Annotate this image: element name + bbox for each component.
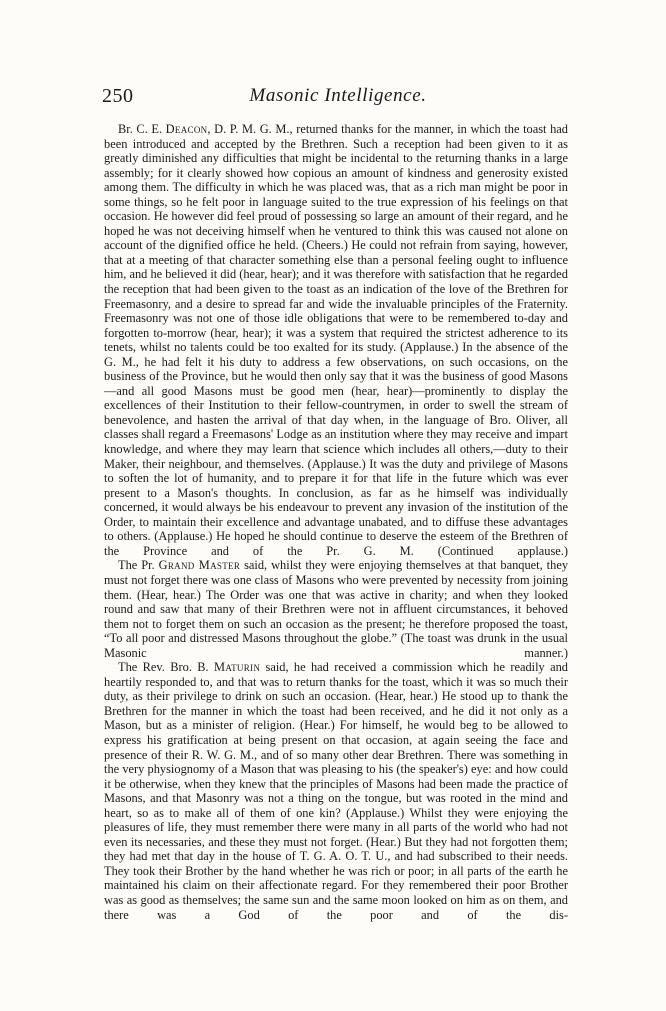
paragraph-text: , D. P. M. G. M., returned thanks for the manner, in which the toast had been introduced and accepted by the Brethren. Such a reception had been given to it as greatly diminished any difficulties that might be incidental to the returning thanks in a large assembly; for it clearly showed how copious an amount of kindness and generosity existed among them. The difficulty in which he was placed was, that as a rich man might be poor in some things, so he felt poor in language suited to the true expression of his feelings on that occasion. He however did feel proud of possessing so large an amount of their regard, and he hoped he was not deceiving himself when he ventured to think this was caused not alone on account of the dignified office he held. (Cheers.) He could not refrain from saying, however, that at a meeting of that character something else than a personal feeling ought to influence him, and he believed it did (hear, hear); and it was therefore with satisfaction that he regarded the reception that had been given to the toast as an indication of the love of the Brethren for Freemasonry, and a desire to spread far and wide the invaluable principles of the Fraternity. Freemasonry was not one of those idle obligations that were to be remembered to-day and forgotten to-morrow (hear, hear); it was a system that required the strictest adherence to its tenets, whilst no talents could be too exalted for its study. (Applause.) In the absence of the G. M., he had felt it his duty to address a few observations, on such occasions, on the business of the Province, but he would then only say that it was the business of good Masons—and all good Masons must be good men (hear, hear)—prominently to display the excellences of their Institution to their fellow-countrymen, in order to swell the stream of benevolence, and hasten the arrival of that day when, in the language of Bro. Oliver, all classes shall regard a Freemasons' Lodge as an institution where they may receive and impart knowledge, and where they may learn that science which includes all others,—duty to their Maker, their neighbour, and themselves. (Applause.) It was the duty and privilege of Masons to soften the lot of humanity, and to prepare it for that life in the future which was ever present to a Mason's thoughts. In conclusion, as far as he himself was individually concerned, it would always be his endeavour to prevent any invasion of the institution of the Order, to maintain their excellence and advantage unabated, and to diffuse these advantages to others. (Applause.) He hoped he should continue to deserve the esteem of the Brethren of the Province and of the Pr. G. M. (Continued applause.) [104, 122, 568, 558]
paragraph-grand-master [104, 558, 568, 660]
page-number: 250 [102, 85, 134, 107]
paragraph-maturin [104, 660, 568, 922]
speaker-name: Maturin [214, 660, 261, 675]
paragraph-text: said, whilst they were enjoying themselves at that banquet, they must not forget there was one class of Masons who were prevented by necessity from joining them. (Hear, hear.) The Order was one that was active in charity; and when they looked round and saw that many of their Brethren were not in affluent circumstances, it behoved them not to forget them on such an occasion as the present; he therefore proposed the toast, “To all poor and distressed Masons throughout the globe.” (The toast was drunk in the usual Masonic manner.) [104, 558, 569, 660]
page-header [100, 85, 576, 107]
paragraph-lead: Br. C. E. [118, 122, 166, 136]
paragraph-lead: The Pr. [118, 558, 159, 573]
paragraph-deacon [104, 122, 568, 558]
speaker-name: Grand Master [158, 558, 241, 573]
running-title: Masonic Intelligence. [249, 85, 427, 106]
paragraph-text: said, he had received a commission which he readily and heartily responded to, and that was to return thanks for the toast, which it was so much their duty, as their privilege to drink on such an occasion. (Hear, hear.) He stood up to thank the Brethren for the manner in which the toast had been received, and he did it not only as a Mason, but as a minister of religion. (Hear.) For himself, he would beg to be allowed to express his gratification at being present on that occasion, at again seeing the face and presence of their R. W. G. M., and of so many other dear Brethren. There was something in the very physiognomy of a Mason that was pleasing to his (the speaker's) eye: and how could it be otherwise, when they knew that the principles of Masons had been made the practice of Masons, and that Masonry was not a thing on the tongue, but was rooted in the mind and heart, so as to make all of them of one kin? (Applause.) Whilst they were enjoying the pleasures of life, they must remember there were many in all parts of the world who had not even its necessaries, and these they must not forget. (Hear.) But they had not forgotten them; they had met that day in the house of T. G. A. O. T. U., and had subscribed to their needs. They took their Brother by the hand whether he was rich or poor; in all parts of the earth he maintained his claim on their affectionate regard. For they remembered their poor Brother was as good as themselves; the same sun and the same moon looked on him as on them, and there was a God of the poor and of the dis- [104, 660, 569, 922]
paragraph-lead: The Rev. Bro. B. [118, 660, 215, 675]
speaker-name: Deacon [165, 122, 208, 136]
body-text [104, 122, 568, 922]
